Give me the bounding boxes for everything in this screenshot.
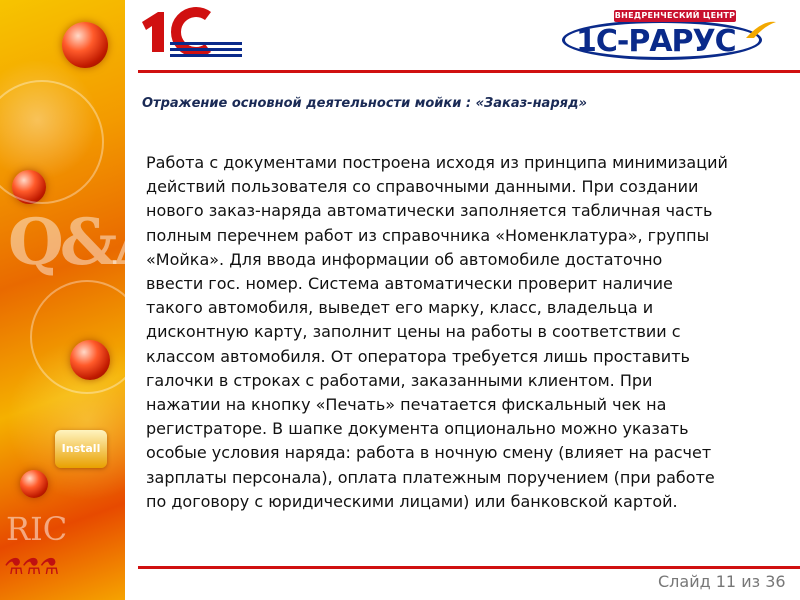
swirl-decoration: [30, 280, 144, 394]
body-line: нового заказ-наряда автоматически заполняется табличная часть: [146, 201, 713, 221]
header-divider: [138, 70, 800, 73]
body-line: по договору с юридическими лицами) или банковской картой.: [146, 491, 678, 511]
red-sphere-decoration: [20, 470, 48, 498]
logo-badge: ВНЕДРЕНЧЕСКИЙ ЦЕНТР: [614, 11, 736, 20]
ric-watermark: RIC: [6, 510, 68, 548]
swirl-decoration: [0, 80, 104, 204]
body-line: полным перечнем работ из справочника «Номенклатура», группы: [146, 225, 710, 245]
decorative-sidebar: [0, 0, 160, 600]
logo-wordmark: 1С-РАРУС: [576, 24, 736, 59]
logo-1c: [138, 8, 242, 60]
body-line: такого автомобиля, выведет его марку, класс, владельца и: [146, 298, 654, 318]
install-badge: Install: [55, 430, 107, 468]
qa-watermark: Q&A: [8, 205, 160, 280]
body-line: галочки в строках с работами, заказанными клиентом. При: [146, 370, 653, 390]
slide-body: [146, 151, 786, 514]
people-figures-icon: ⚗⚗⚗: [4, 555, 58, 580]
footer-divider: [138, 566, 800, 569]
logo-1c-icon: [138, 8, 242, 60]
body-line: Работа с документами построена исходя из принципа минимизаций: [146, 153, 728, 172]
body-line: «Мойка». Для ввода информации об автомобиле достаточно: [146, 249, 663, 269]
body-line: действий пользователя со справочными данными. При создании: [146, 177, 699, 197]
slide-title: Отражение основной деятельности мойки : «Заказ-наряд»: [142, 96, 587, 111]
body-line: особые условия наряда: работа в ночную смену (влияет на расчет: [146, 443, 712, 463]
body-line: дисконтную карту, заполнит цены на работы в соответствии с: [146, 322, 681, 342]
logo-1c-rarus: [562, 10, 780, 60]
body-line: зарплаты персонала), оплата платежным поручением (при работе: [146, 467, 715, 487]
body-line: нажатии на кнопку «Печать» печатается фискальный чек на: [146, 395, 667, 415]
body-line: ввести гос. номер. Система автоматически проверит наличие: [146, 274, 673, 294]
body-line: регистраторе. В шапке документа опционально можно указать: [146, 419, 689, 439]
red-sphere-decoration: [62, 22, 108, 68]
body-line: классом автомобиля. От оператора требуется лишь проставить: [146, 346, 690, 366]
swoosh-icon: [744, 18, 778, 40]
slide-counter: Слайд 11 из 36: [658, 572, 786, 591]
